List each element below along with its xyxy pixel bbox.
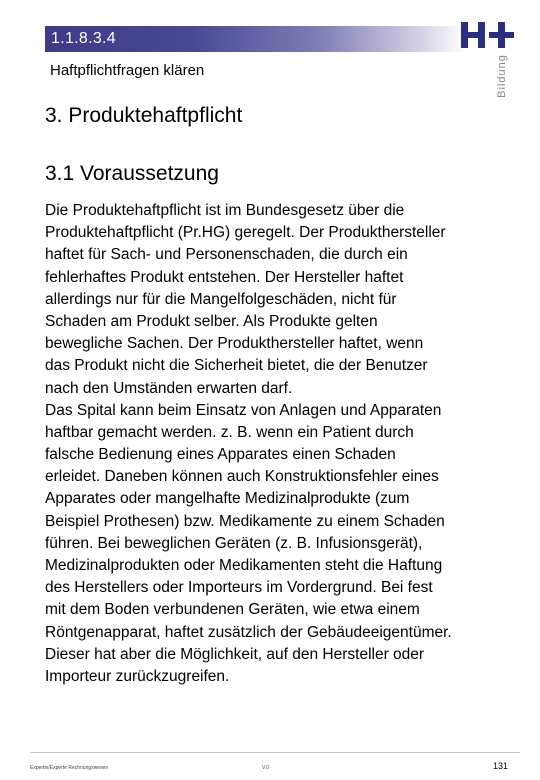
- text-line: Apparates oder mangelhafte Medizinalprodukte (zum: [45, 490, 410, 508]
- section-number: 1.1.8.3.4: [51, 30, 116, 47]
- text-line: Schaden am Produkt selber. Als Produkte gelten: [45, 312, 378, 330]
- text-line: Dieser hat aber die Möglichkeit, auf den Hersteller oder: [45, 645, 425, 663]
- text-line: Medizinalprodukten oder Medikamenten steht die Haftung: [45, 557, 443, 574]
- text-line: haftet für Sach- und Personenschaden, die durch ein: [45, 246, 408, 264]
- section-header-band: [45, 26, 465, 52]
- text-line: Röntgenapparat, haftet zusätzlich der Gebäudeeigentümer.: [45, 623, 452, 641]
- page-number: 131: [493, 761, 509, 771]
- text-line: mit dem Boden verbundenen Geräten, wie etwa einem: [45, 601, 420, 619]
- text-line: erleidet. Daneben können auch Konstruktionsfehler eines: [45, 468, 439, 486]
- footer-course-title: Expertin/Experte Rechnungswesen: [30, 765, 109, 771]
- text-line: nach den Umständen erwarten darf.: [45, 379, 293, 397]
- h-plus-logo-icon: [461, 22, 515, 48]
- text-line: des Herstellers oder Importeurs im Vordergrund. Bei fest: [45, 579, 433, 597]
- text-line: Produktehaftpflicht (Pr.HG) geregelt. Der Produkthersteller: [45, 224, 446, 242]
- text-line: allerdings nur für die Mangelfolgeschäden, nicht für: [45, 290, 397, 308]
- logo-wordmark: Bildung: [496, 54, 508, 98]
- text-line: haftbar gemacht werden. z. B. wenn ein Patient durch: [45, 423, 414, 441]
- text-line: Das Spital kann beim Einsatz von Anlagen und Apparaten: [45, 401, 442, 419]
- section-subheading: 3.1 Voraussetzung: [45, 162, 219, 185]
- text-line: Importeur zurückzugreifen.: [45, 667, 230, 685]
- footer-divider: [30, 752, 520, 753]
- page-heading: 3. Produktehaftpflicht: [45, 104, 243, 127]
- text-line: Beispiel Prothesen) bzw. Medikamente zu einem Schaden: [45, 512, 445, 530]
- section-subtitle: Haftpflichtfragen klären: [50, 62, 205, 79]
- h-plus-bildung-logo: [461, 22, 523, 102]
- text-line: falsche Bedienung eines Apparates einen Schaden: [45, 446, 396, 464]
- footer-version: V.0: [262, 765, 270, 771]
- text-line: führen. Bei beweglichen Geräten (z. B. Infusionsgerät),: [45, 534, 423, 552]
- text-line: Die Produktehaftpflicht ist im Bundesgesetz über die: [45, 202, 405, 219]
- text-line: bewegliche Sachen. Der Produkthersteller haftet, wenn: [45, 335, 424, 353]
- text-line: das Produkt nicht die Sicherheit bietet, die der Benutzer: [45, 357, 428, 375]
- text-line: fehlerhaftes Produkt entstehen. Der Hersteller haftet: [45, 268, 404, 286]
- body-paragraph: [45, 200, 525, 688]
